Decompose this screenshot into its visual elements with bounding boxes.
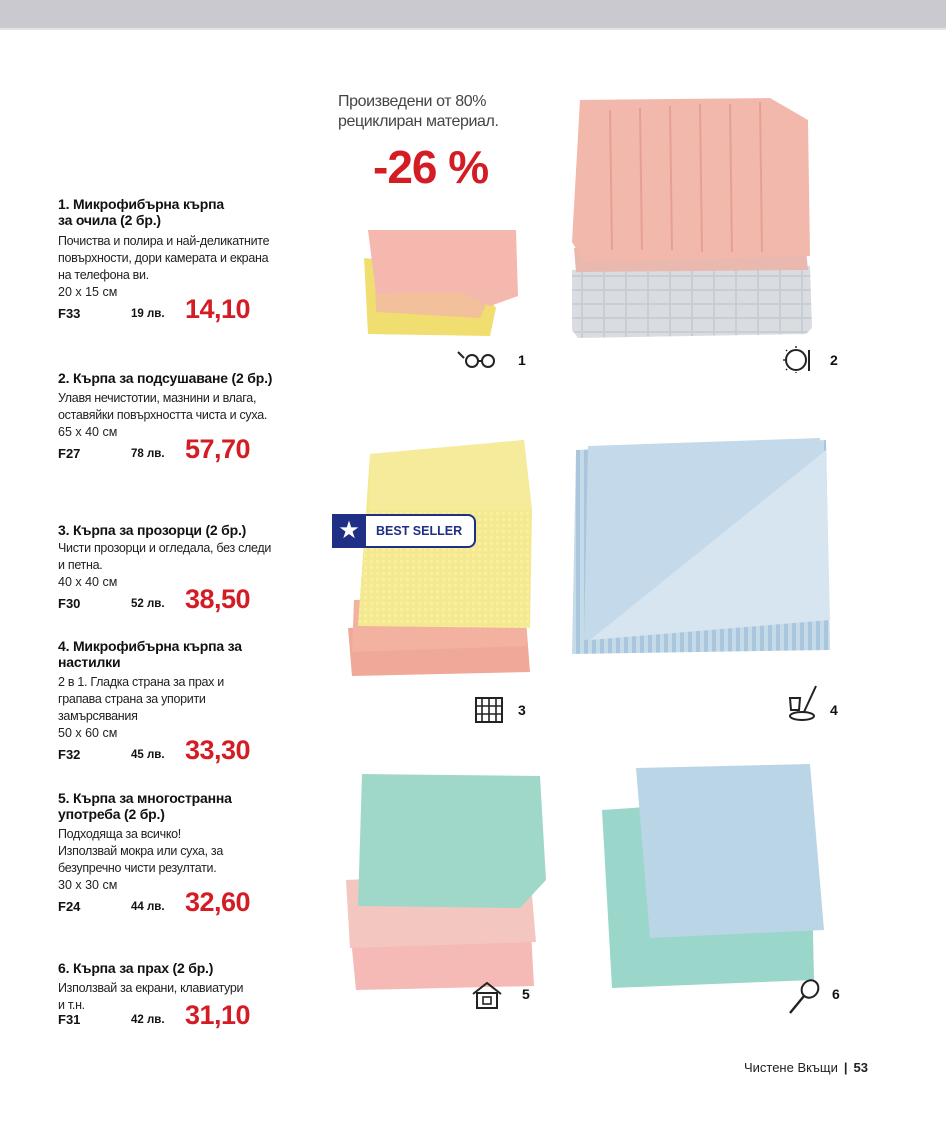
image-number: 2 [830,352,838,368]
price-row [58,1000,308,1032]
price-row [58,887,308,919]
top-bar-divider [0,28,946,30]
top-bar [0,0,946,28]
product-code: F27 [58,446,81,461]
product-title: 3. Кърпа за прозорци (2 бр.) [58,522,247,538]
price-row [58,294,308,326]
dish-icon [780,344,814,374]
image-number: 3 [518,702,526,718]
window-icon [474,696,504,724]
product-description: Улавя нечистотии, мазнини и влага, оставяйки повърхността чиста и суха. [58,391,268,422]
product-2 [58,370,308,466]
product-images [340,80,860,1070]
towel-image-6 [602,764,824,988]
section-name: Чистене Вкъщи [743,1060,838,1075]
price-row [58,584,308,616]
product-code: F33 [58,306,81,321]
product-size: 50 х 60 см [58,726,118,740]
product-description: Използвай за екрани, клавиатури и т.н. [58,981,244,1012]
new-price: 33,30 [185,735,251,765]
footer-separator: | [843,1060,848,1075]
new-price: 32,60 [185,887,251,917]
duster-icon [786,978,822,1016]
product-title: 2. Кърпа за подсушаване (2 бр.) [58,370,273,386]
towel-image-5 [346,774,546,990]
old-price: 52 лв. [131,598,165,610]
page-number: 53 [853,1060,868,1075]
product-description: Почиства и полира и най-деликатните повърхности, дори камерата и екрана на телефона ви. [58,234,270,282]
old-price: 44 лв. [131,901,165,913]
product-4 [58,638,308,767]
mop-icon [784,684,824,724]
product-code: F32 [58,747,81,762]
page-footer [744,1060,868,1075]
product-size: 30 х 30 см [58,878,118,892]
product-size: 65 х 40 см [58,425,118,439]
promo-line-1: Произведени от 80% [338,93,487,110]
product-6 [58,960,308,1032]
promo-line-2: рециклиран материал. [338,113,499,130]
product-title: 5. Кърпа за многостранна употреба (2 бр.) [58,790,232,822]
towel-image-1 [364,230,518,336]
new-price: 31,10 [185,1000,251,1030]
product-description: Чисти прозорци и огледала, без следи и петна. [58,541,272,572]
badge-label: BEST SELLER [366,514,476,548]
new-price: 57,70 [185,434,251,464]
best-seller-badge [332,514,476,548]
towel-image-3 [348,440,532,676]
price-row [58,735,308,767]
old-price: 45 лв. [131,749,165,761]
image-number: 6 [832,986,840,1002]
product-1 [58,196,308,326]
house-icon [470,980,504,1010]
product-title: 4. Микрофибърна кърпа за настилки [58,638,242,670]
towel-image-2 [572,98,812,338]
star-icon: ★ [332,514,366,548]
product-description: 2 в 1. Гладка страна за прах и грапава страна за упорити замърсявания [58,675,224,723]
price-row [58,434,308,466]
new-price: 14,10 [185,294,251,324]
new-price: 38,50 [185,584,251,614]
product-code: F31 [58,1012,81,1027]
product-code: F24 [58,899,81,914]
product-5 [58,790,308,919]
product-description: Подходяща за всичко! Използвай мокра или суха, за безупречно чисти резултати. [58,827,224,875]
product-title: 6. Кърпа за прах (2 бр.) [58,960,214,976]
image-number: 5 [522,986,530,1002]
product-3 [58,522,308,616]
product-title: 1. Микрофибърна кърпа за очила (2 бр.) [58,196,224,228]
product-size: 20 х 15 см [58,285,118,299]
image-number: 4 [830,702,838,718]
image-number: 1 [518,352,526,368]
glasses-icon [456,348,498,370]
old-price: 19 лв. [131,308,165,320]
discount-label: -26 % [373,141,489,193]
product-size: 40 х 40 см [58,575,118,589]
old-price: 42 лв. [131,1014,165,1026]
product-code: F30 [58,596,81,611]
old-price: 78 лв. [131,448,165,460]
towel-image-4 [572,438,830,654]
